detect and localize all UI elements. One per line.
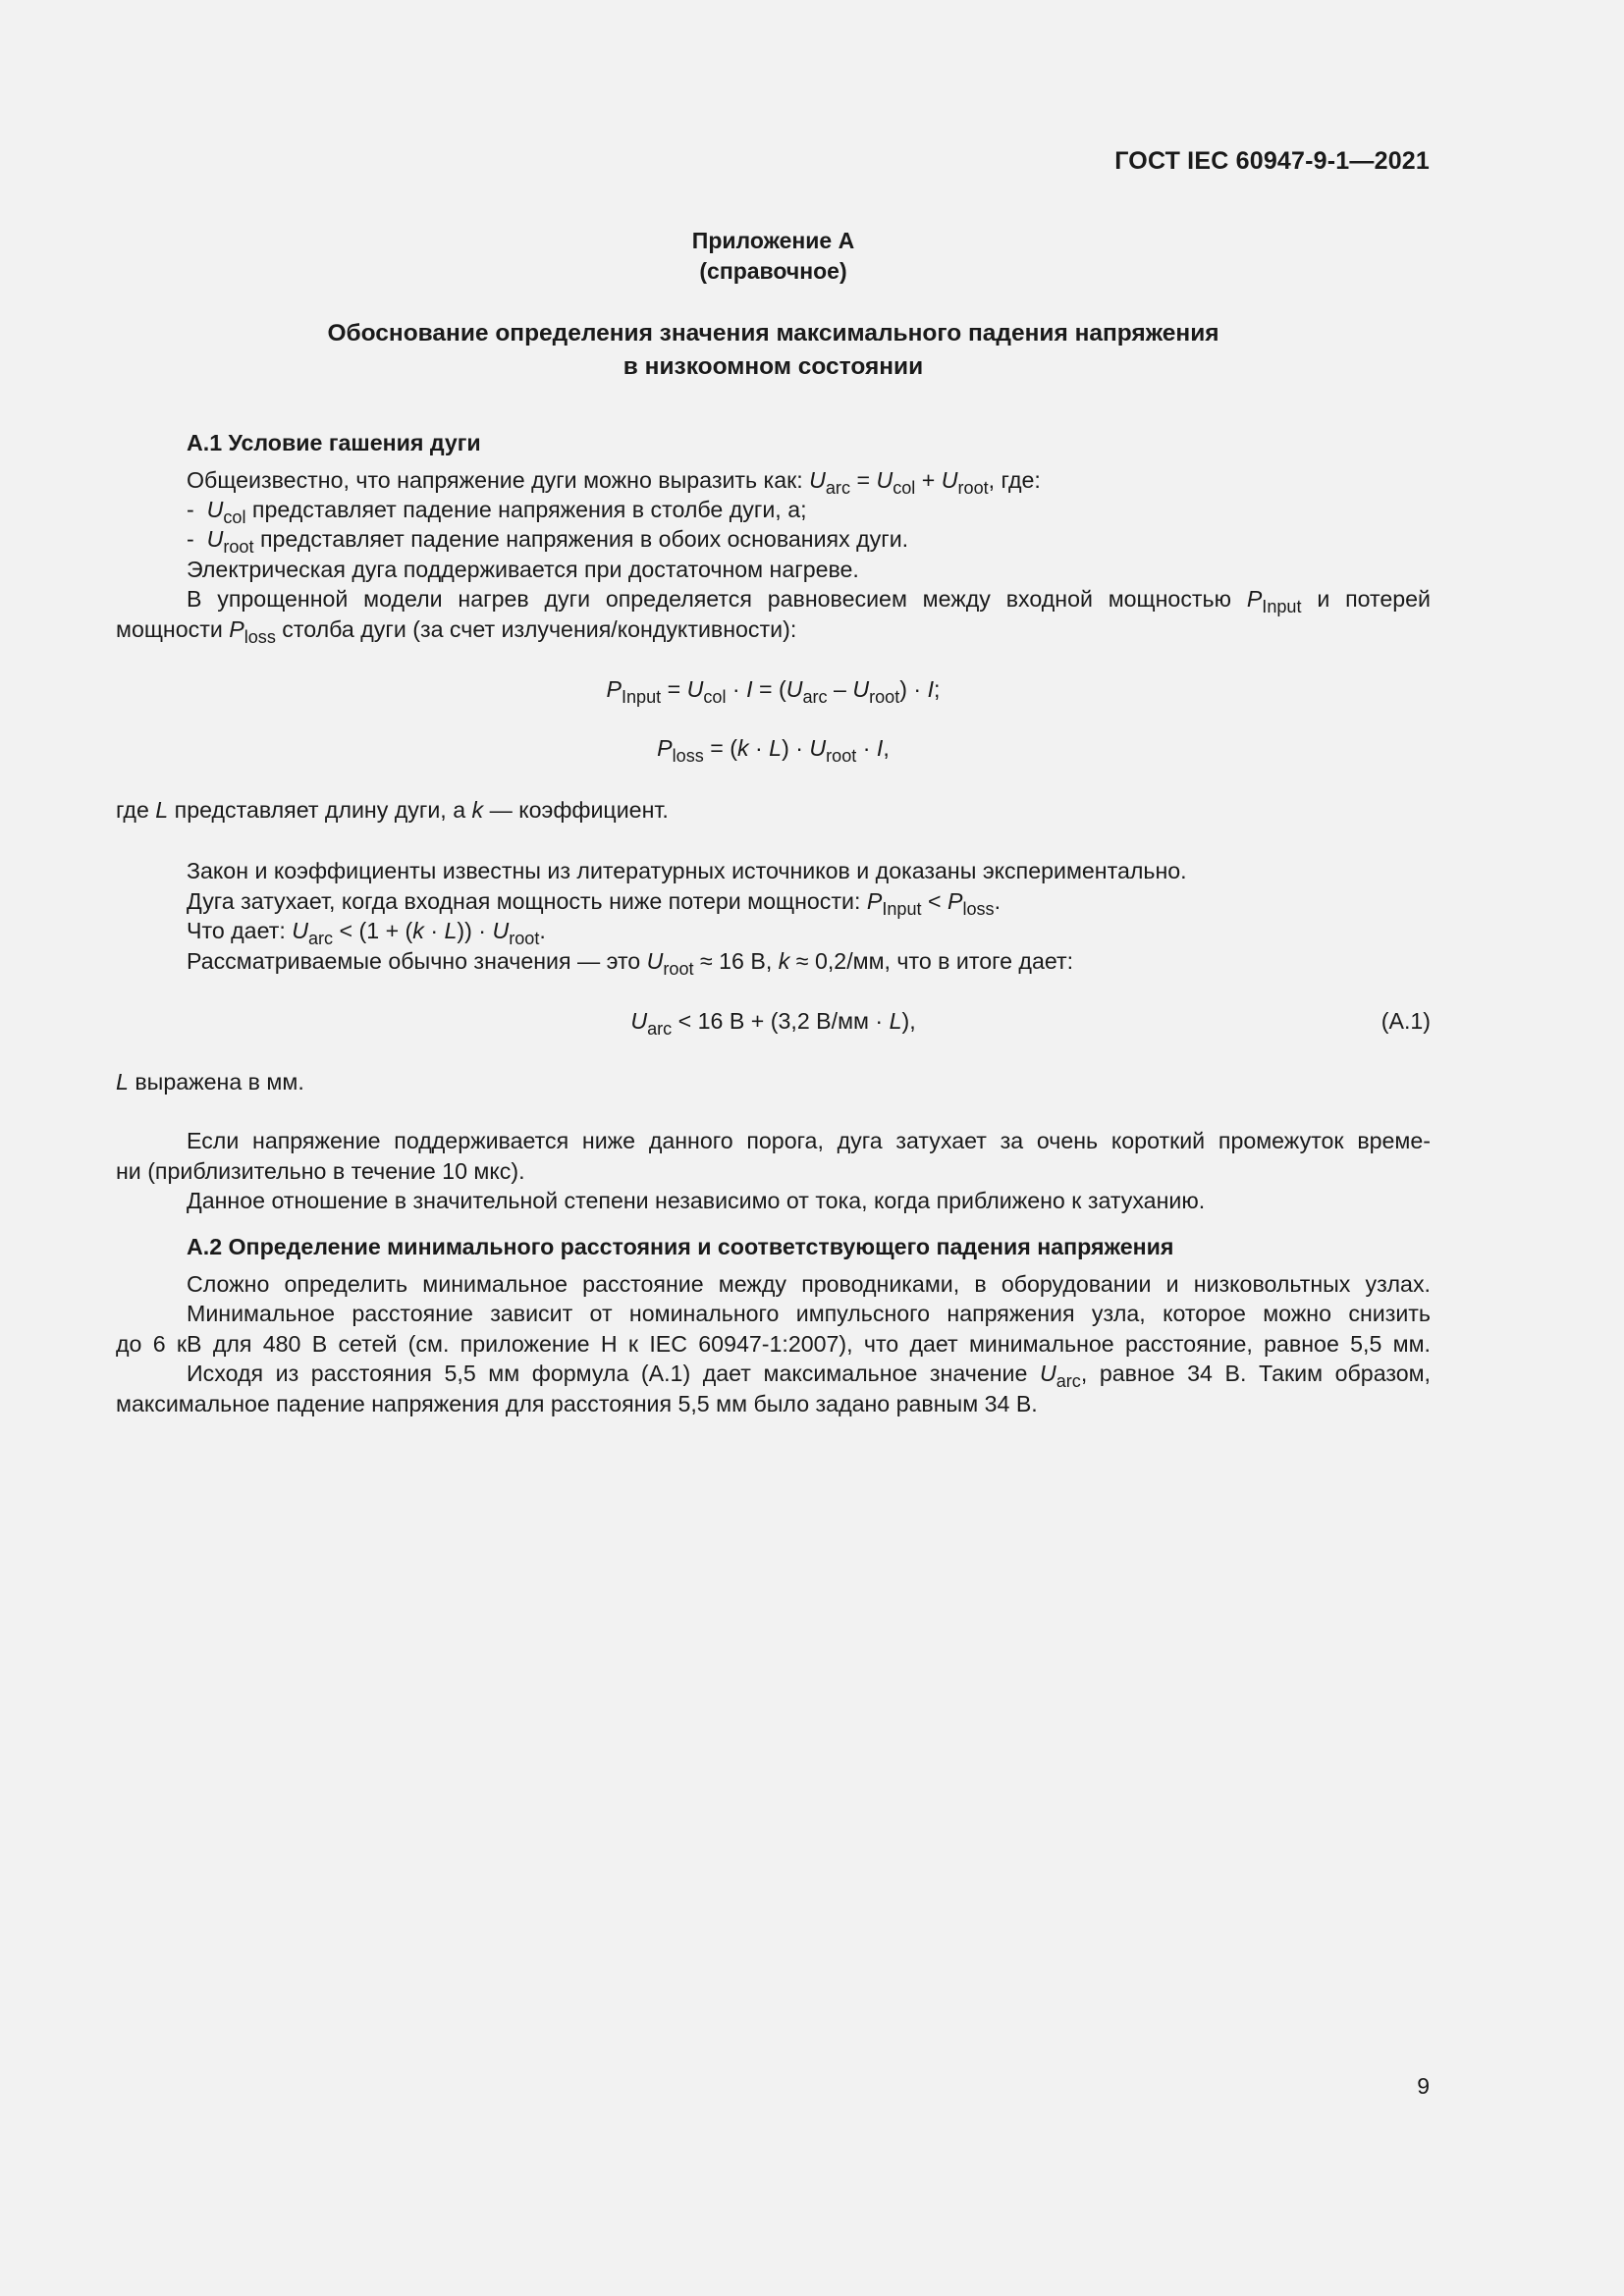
text-span: Общеизвестно, что напряжение дуги можно выразить как: — [187, 467, 810, 493]
text-span: представляет падение напряжения в обоих основаниях дуги. — [253, 526, 909, 552]
text-span: ≈ 0,2/мм, что в итоге дает: — [789, 948, 1074, 974]
paragraph-arc-voltage: Общеизвестно, что напряжение дуги можно выразить как: $U_{arc} = U_{col} + U_{root}$, где: — [187, 467, 1041, 498]
unit-note: L выражена в мм. — [116, 1069, 304, 1095]
text-span: — коэффициент. — [483, 797, 669, 823]
text-span: и потерей — [1301, 586, 1432, 612]
formula-p-input: $P_{Input} = U_{col} \cdot I = (U_{arc} - U_{root}) \cdot I$; — [606, 676, 941, 707]
annex-heading — [116, 317, 1431, 384]
annex-subtitle: (справочное) — [699, 258, 847, 284]
text-span: Дуга затухает, когда входная мощность ниже потери мощности: — [187, 888, 867, 914]
text-span: ≈ 16 В, — [693, 948, 779, 974]
text-span: столба дуги (за счет излучения/кондуктивности): — [275, 616, 797, 642]
formula-a1: $U_{arc} < 16$ В + (3,2 В/мм · L), — [630, 1008, 916, 1039]
text-span: представляет падение напряжения в столбе дуги, а; — [245, 497, 807, 522]
section-a2-heading: А.2 Определение минимального расстояния и соответствующего падения напряжения — [187, 1234, 1174, 1259]
paragraph: Закон и коэффициенты известны из литературных источников и доказаны экспериментально. — [187, 858, 1187, 883]
section-a1-heading: А.1 Условие гашения дуги — [187, 430, 481, 455]
equation-number: (А.1) — [1380, 1008, 1431, 1034]
paragraph-values: Рассматриваемые обычно значения — это $U_{root} \approx 16$ В, k ≈ 0,2/мм, что в итоге дает: — [187, 948, 1074, 979]
paragraph-distance-line1: Минимальное расстояние зависит от номинального импульсного напряжения узла, которое можно снизить — [187, 1301, 1431, 1326]
paragraph: Сложно определить минимальное расстояние между проводниками, в оборудовании и низковольтных узлах. — [187, 1271, 1431, 1297]
paragraph-threshold-line1: Если напряжение поддерживается ниже данного порога, дуга затухает за очень короткий промежуток време- — [187, 1128, 1431, 1153]
annex-heading-line2: в низкоомном состоянии — [623, 353, 924, 380]
text-span: где — [116, 797, 156, 823]
paragraph: Электрическая дуга поддерживается при достаточном нагреве. — [187, 557, 859, 582]
document-code: ГОСТ IEC 60947-9-1—2021 — [1114, 147, 1430, 175]
paragraph-conclusion-line1: Исходя из расстояния 5,5 мм формула (А.1) дает максимальное значение $U_{arc}$, равное 34 В. Таким образом, — [187, 1361, 1431, 1391]
text-span: представляет длину дуги, а — [168, 797, 472, 823]
paragraph-distance-line2: до 6 кВ для 480 В сетей (см. приложение Н к IEC 60947-1:2007), что дает минимальное расстояние, равное 5,5 мм. — [116, 1331, 1431, 1357]
formula-p-loss: $P_{loss} = (k \cdot L) \cdot U_{root} \cdot I$, — [657, 735, 890, 766]
annex-heading-line1: Обоснование определения значения максимального падения напряжения — [327, 320, 1219, 347]
page-number: 9 — [1417, 2073, 1430, 2099]
annex-title: Приложение А — [691, 228, 855, 253]
annex-title-block — [116, 226, 1431, 287]
paragraph-heating-line2: мощности $P_{loss}$ столба дуги (за счет излучения/кондуктивности): — [116, 616, 797, 647]
text-span: мощности — [116, 616, 230, 642]
text-span: , где: — [988, 467, 1041, 493]
paragraph-threshold-line2: ни (приблизительно в течение 10 мкс). — [116, 1158, 525, 1184]
where-clause: где L представляет длину дуги, а k — коэффициент. — [116, 797, 669, 823]
paragraph-extinction: Дуга затухает, когда входная мощность ниже потери мощности: $P_{Input} < P_{loss}$. — [187, 888, 1001, 919]
list-item: - $U_{root}$ представляет падение напряжения в обоих основаниях дуги. — [187, 526, 909, 557]
text-span: Рассматриваемые обычно значения — это — [187, 948, 647, 974]
list-item: - $U_{col}$ представляет падение напряжения в столбе дуги, а; — [187, 497, 807, 527]
text-span: выражена в мм. — [128, 1069, 304, 1095]
paragraph-result: Что дает: $U_{arc} < (1 + (k \cdot L)) \cdot U_{root}$. — [187, 918, 546, 948]
paragraph-conclusion-line2: максимальное падение напряжения для расстояния 5,5 мм было задано равным 34 В. — [116, 1391, 1038, 1416]
text-span: Что дает: — [187, 918, 293, 943]
paragraph-heating-line1: В упрощенной модели нагрев дуги определяется равновесием между входной мощностью $P_{Input}$ и потерей — [187, 586, 1432, 616]
text-span: Исходя из расстояния 5,5 мм формула (А.1) дает максимальное значение — [187, 1361, 1040, 1386]
paragraph: Данное отношение в значительной степени независимо от тока, когда приближено к затуханию. — [187, 1188, 1206, 1213]
text-span: , равное 34 В. Таким образом, — [1080, 1361, 1431, 1386]
text-span: В упрощенной модели нагрев дуги определяется равновесием между входной мощностью — [187, 586, 1247, 612]
